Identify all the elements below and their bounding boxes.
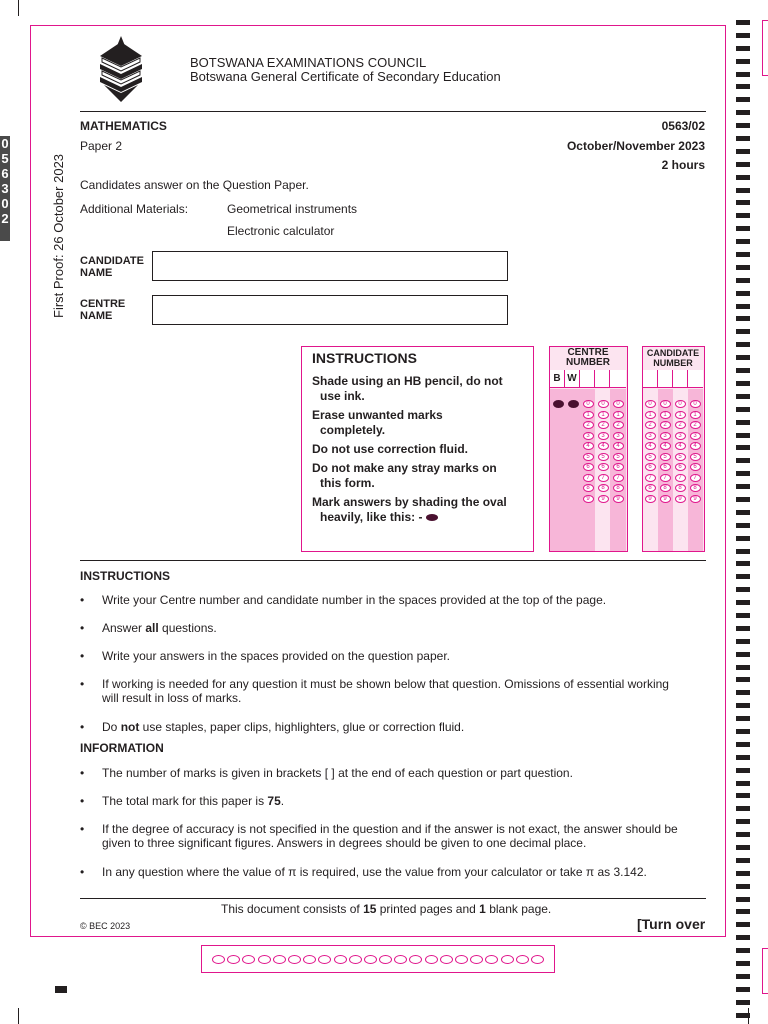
digit-oval[interactable]: 3 xyxy=(660,432,671,440)
bullet-icon: • xyxy=(80,766,85,780)
digit-oval[interactable]: 1 xyxy=(613,411,624,419)
timing-mark xyxy=(736,84,750,89)
digit-oval[interactable]: 3 xyxy=(690,432,701,440)
text-run: . xyxy=(280,794,285,808)
timing-mark xyxy=(736,329,750,334)
digit-oval[interactable]: 1 xyxy=(660,411,671,419)
timing-mark xyxy=(736,33,750,38)
timing-mark xyxy=(736,213,750,218)
timing-mark xyxy=(736,858,750,863)
digit-oval[interactable]: 9 xyxy=(690,495,701,503)
emphasis: all xyxy=(145,621,159,635)
timing-mark xyxy=(736,755,750,760)
centre-digit-cell[interactable] xyxy=(595,370,610,388)
centre-name-label xyxy=(80,298,125,322)
strip-oval xyxy=(425,955,438,964)
strip-oval xyxy=(227,955,240,964)
digit-oval[interactable]: 0 xyxy=(583,400,594,408)
turn-over: [Turn over xyxy=(637,916,706,932)
materials-label: Additional Materials: xyxy=(80,202,189,216)
timing-mark xyxy=(736,716,750,721)
digit-oval[interactable]: 6 xyxy=(660,463,671,471)
strip-oval xyxy=(303,955,316,964)
instruction-text xyxy=(102,621,710,635)
bullet-icon: • xyxy=(80,593,85,607)
shading-instruction xyxy=(312,408,523,438)
timing-mark xyxy=(736,897,750,902)
digit-oval[interactable]: 8 xyxy=(660,484,671,492)
candidate-digit-cell[interactable] xyxy=(658,370,673,388)
digit-oval[interactable]: 2 xyxy=(583,421,594,429)
emphasis: 1 xyxy=(479,902,486,916)
timing-mark xyxy=(736,252,750,257)
digit-oval[interactable]: 7 xyxy=(660,474,671,482)
timing-mark xyxy=(736,832,750,837)
timing-mark xyxy=(736,175,750,180)
digit-oval[interactable]: 9 xyxy=(583,495,594,503)
digit-oval[interactable]: 5 xyxy=(613,453,624,461)
timing-mark xyxy=(736,742,750,747)
instruction-text: If working is needed for any question it must be shown below that question. Omissions of essential working will result in loss of marks. xyxy=(102,677,669,705)
emphasis: not xyxy=(120,720,140,734)
timing-mark xyxy=(736,123,750,128)
timing-mark xyxy=(736,471,750,476)
digit-oval[interactable]: 2 xyxy=(613,421,624,429)
candidate-digit-cell[interactable] xyxy=(673,370,688,388)
timing-mark xyxy=(736,819,750,824)
digit-oval[interactable]: 0 xyxy=(645,400,656,408)
information-text: In any question where the value of π is required, use the value from your calculator or take π as 3.142. xyxy=(102,865,647,879)
digit-oval[interactable]: 6 xyxy=(598,463,609,471)
timing-mark xyxy=(736,497,750,502)
timing-mark xyxy=(736,549,750,554)
timing-mark xyxy=(736,948,750,953)
registration-bracket xyxy=(762,948,768,994)
timing-mark xyxy=(736,433,750,438)
shading-instruction xyxy=(312,495,523,525)
timing-mark xyxy=(736,665,750,670)
bullet-icon: • xyxy=(80,865,85,879)
digit-oval[interactable]: 3 xyxy=(613,432,624,440)
material-item: Geometrical instruments xyxy=(227,202,358,216)
timing-mark xyxy=(736,484,750,489)
council-heading xyxy=(190,56,501,84)
candidate-digit-column xyxy=(689,399,701,504)
code-char: 5 xyxy=(1,151,9,166)
digit-oval[interactable]: 1 xyxy=(675,411,686,419)
title-line: NUMBER xyxy=(566,357,610,368)
emphasis: 15 xyxy=(363,902,377,916)
centre-name-field[interactable] xyxy=(152,295,508,325)
instruction-text xyxy=(102,720,710,734)
timing-mark xyxy=(736,652,750,657)
digit-oval[interactable]: 1 xyxy=(583,411,594,419)
candidate-name-label xyxy=(80,255,144,279)
text-run: blank page. xyxy=(485,902,552,916)
timing-mark xyxy=(736,278,750,283)
bullet-icon: • xyxy=(80,649,85,663)
paper-code-strip xyxy=(0,136,10,241)
digit-oval[interactable]: 9 xyxy=(660,495,671,503)
digit-oval[interactable]: 5 xyxy=(675,453,686,461)
text-run: Answer xyxy=(102,621,146,635)
timing-mark xyxy=(736,445,750,450)
digit-oval[interactable]: 1 xyxy=(645,411,656,419)
instruction-text: Write your Centre number and candidate number in the spaces provided at the top of the page. xyxy=(102,593,607,607)
digit-oval[interactable]: 4 xyxy=(613,442,624,450)
strip-oval xyxy=(470,955,483,964)
shading-instruction xyxy=(312,374,523,404)
subject-title: MATHEMATICS xyxy=(80,119,167,133)
emphasis: 75 xyxy=(267,794,281,808)
strip-oval xyxy=(379,955,392,964)
code-char: 2 xyxy=(1,211,9,226)
digit-oval[interactable]: 8 xyxy=(690,484,701,492)
digit-oval[interactable]: 4 xyxy=(660,442,671,450)
divider xyxy=(80,111,706,112)
centre-digit-column xyxy=(597,399,609,504)
timing-mark xyxy=(736,136,750,141)
material-item: Electronic calculator xyxy=(227,224,335,238)
candidate-name-field[interactable] xyxy=(152,251,508,281)
timing-mark xyxy=(736,677,750,682)
digit-oval[interactable]: 7 xyxy=(598,474,609,482)
information-text xyxy=(102,794,710,808)
shading-instruction xyxy=(312,461,523,491)
timing-mark xyxy=(736,226,750,231)
digit-oval[interactable]: 2 xyxy=(645,421,656,429)
timing-mark xyxy=(736,368,750,373)
centre-number-entry-row xyxy=(550,370,626,388)
divider xyxy=(80,898,706,899)
candidate-number-title xyxy=(643,348,703,368)
example-oval-icon xyxy=(426,514,438,521)
crop-mark xyxy=(18,1008,19,1024)
exam-duration: 2 hours xyxy=(661,158,705,172)
candidate-number-grid xyxy=(642,346,705,552)
text-run: This document consists of xyxy=(221,902,364,916)
digit-oval[interactable]: 0 xyxy=(675,400,686,408)
timing-mark xyxy=(736,793,750,798)
timing-mark xyxy=(736,574,750,579)
bec-logo-icon xyxy=(96,36,146,102)
timing-mark xyxy=(736,510,750,515)
timing-mark xyxy=(736,987,750,992)
crop-mark xyxy=(18,0,19,16)
timing-mark xyxy=(736,188,750,193)
timing-mark xyxy=(736,110,750,115)
strip-oval xyxy=(273,955,286,964)
strip-oval xyxy=(258,955,271,964)
digit-oval[interactable]: 9 xyxy=(613,495,624,503)
strip-oval xyxy=(394,955,407,964)
column-band xyxy=(550,389,580,551)
strip-oval xyxy=(242,955,255,964)
digit-oval[interactable]: 1 xyxy=(598,411,609,419)
shading-instructions-box xyxy=(301,346,534,552)
digit-oval[interactable]: 7 xyxy=(583,474,594,482)
timing-mark xyxy=(736,922,750,927)
strip-oval xyxy=(349,955,362,964)
digit-oval[interactable]: 8 xyxy=(613,484,624,492)
line: this form. xyxy=(320,476,375,490)
text-run: printed pages and xyxy=(376,902,480,916)
digit-oval[interactable]: 2 xyxy=(690,421,701,429)
prefix-cell: B xyxy=(550,370,565,388)
bullet-icon: • xyxy=(80,720,85,734)
digit-oval[interactable]: 2 xyxy=(660,421,671,429)
strip-oval xyxy=(364,955,377,964)
timing-mark xyxy=(736,420,750,425)
divider xyxy=(80,560,706,561)
candidate-digit-column xyxy=(644,399,656,504)
council-name: BOTSWANA EXAMINATIONS COUNCIL xyxy=(190,55,427,70)
line: heavily, like this: - xyxy=(320,510,423,524)
digit-oval[interactable]: 7 xyxy=(690,474,701,482)
timing-marks xyxy=(736,20,752,1024)
timing-mark xyxy=(736,561,750,566)
line: Mark answers by shading the oval xyxy=(312,495,507,509)
digit-oval[interactable]: 8 xyxy=(675,484,686,492)
answer-instruction: Candidates answer on the Question Paper. xyxy=(80,178,309,192)
digit-oval[interactable]: 8 xyxy=(583,484,594,492)
timing-mark xyxy=(736,626,750,631)
prefix-cell: W xyxy=(565,370,580,388)
qualification-name: Botswana General Certificate of Secondary Education xyxy=(190,69,501,84)
information-text: If the degree of accuracy is not specified in the question and if the answer is not exact, the answer should be given to three significant figures. Answers in degrees should be given to one decimal place. xyxy=(102,822,678,850)
prefix-oval xyxy=(553,400,564,408)
timing-mark xyxy=(736,703,750,708)
digit-oval[interactable]: 3 xyxy=(645,432,656,440)
code-char: 6 xyxy=(1,166,9,181)
information-text: The number of marks is given in brackets [ ] at the end of each question or part question. xyxy=(102,766,573,780)
strip-oval xyxy=(334,955,347,964)
proof-label: First Proof: 26 October 2023 xyxy=(51,153,66,318)
code-char: 0 xyxy=(1,196,9,211)
candidate-digit-cell[interactable] xyxy=(643,370,658,388)
digit-oval[interactable]: 1 xyxy=(690,411,701,419)
instruction-text: Write your answers in the spaces provided on the question paper. xyxy=(102,649,450,663)
timing-mark xyxy=(736,291,750,296)
label-line: CENTRE xyxy=(80,298,126,310)
timing-mark xyxy=(736,729,750,734)
digit-oval[interactable]: 5 xyxy=(645,453,656,461)
timing-mark xyxy=(736,72,750,77)
candidate-digit-column xyxy=(674,399,686,504)
strip-oval xyxy=(212,955,225,964)
digit-oval[interactable]: 5 xyxy=(690,453,701,461)
centre-digit-column xyxy=(612,399,624,504)
strip-oval xyxy=(409,955,422,964)
bullet-icon: • xyxy=(80,621,85,635)
centre-number-grid xyxy=(549,346,628,552)
digit-oval[interactable]: 6 xyxy=(645,463,656,471)
label-line: CANDIDATE xyxy=(80,255,144,267)
page-id-oval-strip xyxy=(201,945,555,973)
timing-mark xyxy=(736,909,750,914)
line: use ink. xyxy=(320,389,365,403)
strip-oval xyxy=(440,955,453,964)
timing-mark xyxy=(736,46,750,51)
timing-mark xyxy=(736,690,750,695)
digit-oval[interactable]: 3 xyxy=(583,432,594,440)
timing-mark xyxy=(736,200,750,205)
digit-oval[interactable]: 9 xyxy=(675,495,686,503)
timing-mark xyxy=(736,355,750,360)
timing-mark xyxy=(736,316,750,321)
digit-oval[interactable]: 0 xyxy=(598,400,609,408)
strip-oval xyxy=(288,955,301,964)
digit-oval[interactable]: 7 xyxy=(675,474,686,482)
digit-oval[interactable]: 4 xyxy=(690,442,701,450)
candidate-number-entry-row xyxy=(643,370,703,388)
timing-mark xyxy=(736,97,750,102)
timing-mark xyxy=(736,806,750,811)
timing-mark xyxy=(736,536,750,541)
timing-mark xyxy=(736,304,750,309)
line: completely. xyxy=(320,423,386,437)
digit-oval[interactable]: 8 xyxy=(598,484,609,492)
candidate-digit-column xyxy=(659,399,671,504)
digit-oval[interactable]: 5 xyxy=(660,453,671,461)
digit-oval[interactable]: 6 xyxy=(613,463,624,471)
prefix-oval-column xyxy=(567,399,579,409)
centre-number-title xyxy=(550,348,626,368)
timing-mark xyxy=(736,381,750,386)
paper-number: Paper 2 xyxy=(80,139,123,153)
instructions-heading: INSTRUCTIONS xyxy=(80,569,170,583)
text-run: The total mark for this paper is xyxy=(102,794,268,808)
shading-instructions-title: INSTRUCTIONS xyxy=(312,350,417,366)
text-run: questions. xyxy=(158,621,217,635)
prefix-oval-column xyxy=(552,399,564,409)
digit-oval[interactable]: 9 xyxy=(598,495,609,503)
code-char: 3 xyxy=(1,181,9,196)
bullet-icon: • xyxy=(80,822,85,836)
timing-mark xyxy=(736,974,750,979)
digit-oval[interactable]: 0 xyxy=(690,400,701,408)
text-run: use staples, paper clips, highlighters, glue or correction fluid. xyxy=(139,720,465,734)
strip-oval xyxy=(455,955,468,964)
strip-oval xyxy=(516,955,529,964)
title-line: CENTRE xyxy=(567,347,609,358)
centre-digit-cell[interactable] xyxy=(580,370,595,388)
timing-mark xyxy=(736,265,750,270)
timing-mark xyxy=(736,613,750,618)
timing-mark xyxy=(736,458,750,463)
timing-mark xyxy=(736,768,750,773)
centre-digit-column xyxy=(582,399,594,504)
line: Do not make any stray marks on xyxy=(312,461,497,475)
timing-mark xyxy=(736,59,750,64)
timing-mark xyxy=(736,639,750,644)
centre-digit-cell[interactable] xyxy=(610,370,626,388)
digit-oval[interactable]: 5 xyxy=(598,453,609,461)
digit-oval[interactable]: 4 xyxy=(645,442,656,450)
digit-oval[interactable]: 6 xyxy=(675,463,686,471)
prefix-oval xyxy=(568,400,579,408)
digit-oval[interactable]: 3 xyxy=(675,432,686,440)
digit-oval[interactable]: 4 xyxy=(675,442,686,450)
digit-oval[interactable]: 6 xyxy=(690,463,701,471)
registration-bracket xyxy=(762,20,768,76)
timing-mark xyxy=(736,523,750,528)
line: Shade using an HB pencil, do not xyxy=(312,374,503,388)
timing-mark xyxy=(736,600,750,605)
strip-oval xyxy=(485,955,498,964)
digit-oval[interactable]: 5 xyxy=(583,453,594,461)
code-char: 0 xyxy=(1,136,9,151)
digit-oval[interactable]: 2 xyxy=(675,421,686,429)
digit-oval[interactable]: 7 xyxy=(645,474,656,482)
candidate-digit-cell[interactable] xyxy=(688,370,703,388)
line: Do not use correction fluid. xyxy=(312,442,469,456)
label-line: NAME xyxy=(80,310,113,322)
copyright: © BEC 2023 xyxy=(80,921,131,931)
paper-code: 0563/02 xyxy=(661,119,705,133)
line: Erase unwanted marks xyxy=(312,408,443,422)
information-heading: INFORMATION xyxy=(80,741,164,755)
digit-oval[interactable]: 4 xyxy=(583,442,594,450)
text-run: Do xyxy=(102,720,121,734)
strip-oval xyxy=(531,955,544,964)
timing-mark xyxy=(736,20,750,25)
title-line: NUMBER xyxy=(653,358,693,368)
digit-oval[interactable]: 7 xyxy=(613,474,624,482)
digit-oval[interactable]: 4 xyxy=(598,442,609,450)
timing-mark xyxy=(736,871,750,876)
timing-mark xyxy=(736,935,750,940)
timing-mark xyxy=(736,239,750,244)
timing-mark xyxy=(736,162,750,167)
digit-oval[interactable]: 2 xyxy=(598,421,609,429)
label-line: NAME xyxy=(80,267,113,279)
shading-instruction xyxy=(312,442,523,457)
timing-mark xyxy=(736,781,750,786)
timing-mark xyxy=(736,587,750,592)
strip-oval xyxy=(501,955,514,964)
strip-oval xyxy=(318,955,331,964)
digit-oval[interactable]: 0 xyxy=(613,400,624,408)
registration-mark xyxy=(55,986,67,993)
bullet-icon: • xyxy=(80,677,85,691)
bullet-icon: • xyxy=(80,794,85,808)
exam-session: October/November 2023 xyxy=(566,139,705,153)
timing-mark xyxy=(736,342,750,347)
digit-oval[interactable]: 6 xyxy=(583,463,594,471)
timing-mark xyxy=(736,1013,750,1018)
timing-mark xyxy=(736,884,750,889)
page-count xyxy=(221,902,551,916)
timing-mark xyxy=(736,394,750,399)
timing-mark xyxy=(736,407,750,412)
digit-oval[interactable]: 0 xyxy=(660,400,671,408)
digit-oval[interactable]: 3 xyxy=(598,432,609,440)
timing-mark xyxy=(736,845,750,850)
digit-oval[interactable]: 8 xyxy=(645,484,656,492)
digit-oval[interactable]: 9 xyxy=(645,495,656,503)
timing-mark xyxy=(736,1000,750,1005)
timing-mark xyxy=(736,961,750,966)
title-line: CANDIDATE xyxy=(646,348,700,358)
timing-mark xyxy=(736,149,750,154)
